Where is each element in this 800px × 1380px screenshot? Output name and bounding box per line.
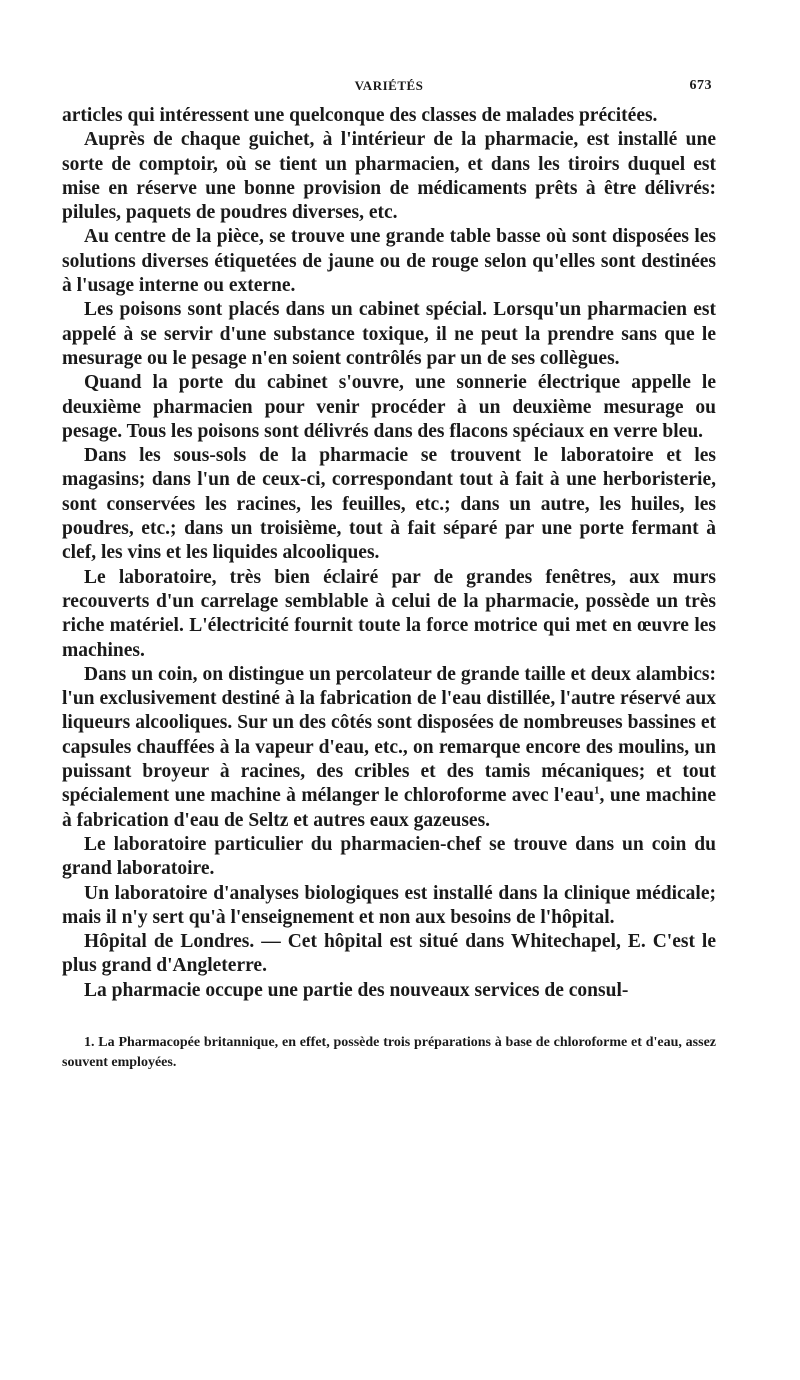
footnotes — [62, 1033, 716, 1073]
paragraph-text: , une machine à fabrication d'eau de Seltz et autres eaux gazeuses. — [62, 785, 716, 831]
page — [62, 74, 716, 1073]
body-text — [62, 104, 716, 1003]
paragraph-text: Quand la porte du cabinet s'ouvre, une sonnerie électrique appelle le deuxième pharmacien pour venir procéder à un deuxième mesurage ou pesage. Tous les poisons sont délivrés dans des flacons spéciaux en verre bleu. — [62, 372, 716, 442]
paragraph-text: Au centre de la pièce, se trouve une grande table basse où sont disposées les solutions diverses étiquetées de jaune ou de rouge selon qu'elles sont destinées à l'usage interne ou externe. — [62, 226, 716, 297]
paragraph-text: Les poisons sont placés dans un cabinet spécial. Lorsqu'un pharmacien est appelé à se servir d'une substance toxique, il ne peut la prendre sans que le mesurage ou le pesage n'en soient contrôlés par un de ses collègues. — [62, 299, 716, 369]
running-head — [62, 74, 716, 104]
footnote — [62, 1033, 716, 1073]
paragraph-text: Un laboratoire d'analyses biologiques est installé dans la clinique médicale; mais il n'y sert qu'à l'enseignement et non aux besoins de l'hôpital. — [62, 882, 716, 928]
paragraph — [62, 444, 716, 565]
section-lead: Hôpital de Londres. — [84, 931, 255, 953]
footnote-text: La Pharmacopée britannique, en effet, possède trois préparations à base de chloroforme et d'eau, assez souvent employées. — [62, 1034, 716, 1070]
footnote-reference: 1 — [594, 784, 600, 797]
paragraph — [62, 104, 716, 128]
paragraph — [62, 882, 716, 931]
paragraph — [62, 128, 716, 225]
paragraph — [62, 566, 716, 663]
paragraph — [62, 371, 716, 444]
paragraph-text: La pharmacie occupe une partie des nouveaux services de consul- — [84, 979, 629, 1001]
paragraph-text: — Cet hôpital est situé dans Whitechapel, E. C'est le plus grand d'Angleterre. — [62, 931, 717, 977]
running-title: VARIÉTÉS — [354, 78, 424, 93]
paragraph-text: Auprès de chaque guichet, à l'intérieur de la pharmacie, est installé une sorte de comptoir, où se tient un pharmacien, et dans les tiroirs duquel est mise en réserve une bonne provision de médicaments prêts à être délivrés: pilules, paquets de poudres diverses, etc. — [62, 129, 716, 224]
footnote-number: 1. — [84, 1034, 95, 1050]
page-number: 673 — [689, 78, 712, 93]
paragraph — [62, 833, 716, 882]
paragraph — [62, 930, 716, 979]
paragraph-text: Dans un coin, on distingue un percolateur de grande taille et deux alambics: l'un exclusivement destiné à la fabrication de l'eau distillée, l'autre réservé aux liqueurs alcooliques. Sur un des côtés sont disposées de nombreuses bassines et capsules chauffées à la vapeur d'eau, etc., on remarque encore des moulins, un puissant broyeur à racines, des cribles et des tamis mécaniques; et tout spécialement une machine à mélanger le chloroforme avec l'eau — [62, 663, 716, 807]
paragraph-text: Le laboratoire particulier du pharmacien-chef se trouve dans un coin du grand laboratoire. — [62, 833, 716, 880]
paragraph — [62, 225, 716, 298]
paragraph — [62, 663, 716, 833]
paragraph — [62, 979, 716, 1003]
paragraph-text: articles qui intéressent une quelconque des classes de malades précitées. — [62, 105, 658, 126]
paragraph — [62, 298, 716, 371]
paragraph-text: Dans les sous-sols de la pharmacie se trouvent le laboratoire et les magasins; dans l'un de ceux-ci, correspondant tout à fait à une herboristerie, sont conservées les racines, les feuilles, etc.; dans un autre, les huiles, les poudres, etc.; dans un troisième, tout à fait séparé par une porte fermant à clef, les vins et les liquides alcooliques. — [62, 445, 716, 564]
paragraph-text: Le laboratoire, très bien éclairé par de grandes fenêtres, aux murs recouverts d'un carrelage semblable à celui de la pharmacie, possède un très riche matériel. L'électricité fournit toute la force motrice qui met en œuvre les machines. — [62, 566, 716, 661]
